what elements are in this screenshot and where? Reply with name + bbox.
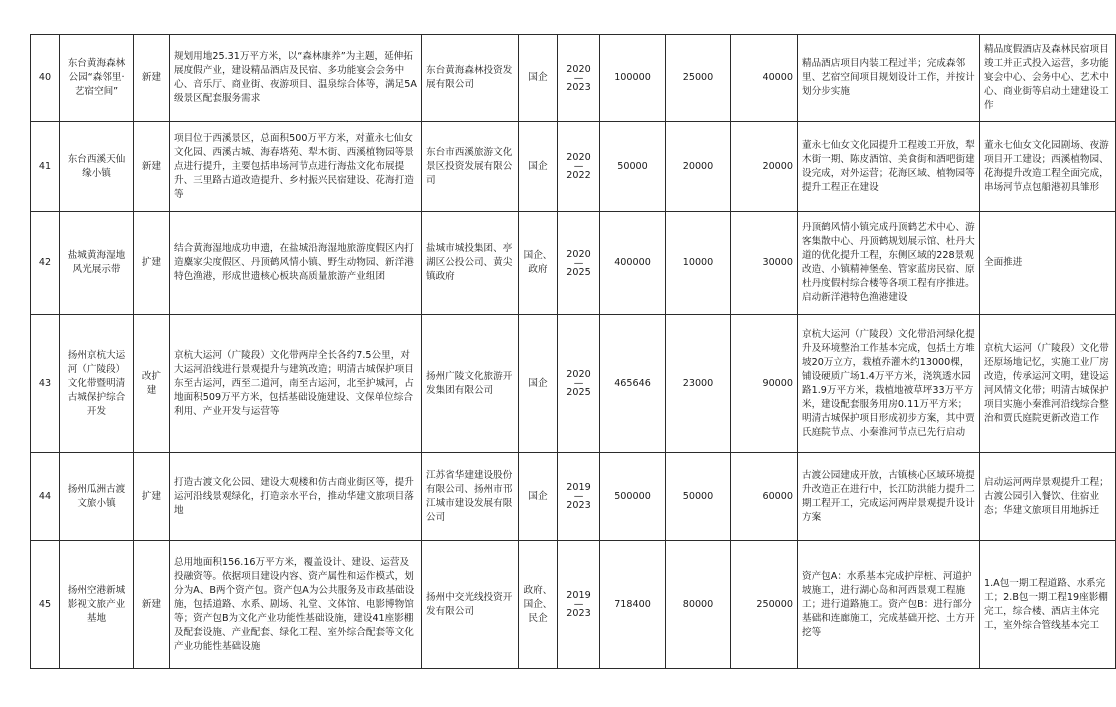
investment-value-b: 90000 bbox=[731, 315, 798, 453]
progress-status: 京杭大运河（广陵段）文化带沿河绿化提升及环境整治工作基本完成，包括土方堆坡20万立方，栽植乔灌木约13000棵，铺设硬质广场1.4万平方米，浇筑透水园路1.9万平方米，栽植地被草坪33万平方米，建设配套服务用房0.11万平方米；明清古城保护项目形成初步方案，其中贾氏庭院节点、小秦淮河节点已先行启动 bbox=[798, 315, 980, 453]
progress-status: 资产包A：水系基本完成护岸桩、河道护坡施工，进行湖心岛和河西景观工程施工；进行道路施工。资产包B：进行部分基础和连廊施工，完成基础开挖、土方开挖等 bbox=[798, 541, 980, 669]
investment-value-b: 250000 bbox=[731, 541, 798, 669]
ownership-type: 国企 bbox=[519, 35, 558, 122]
project-name: 扬州瓜洲古渡文旅小镇 bbox=[60, 453, 134, 541]
period-end: 2025 bbox=[566, 387, 591, 398]
responsible-unit: 江苏省华建建设股份有限公司、扬州市邗江城市建设发展有限公司 bbox=[422, 453, 519, 541]
construction-type: 扩建 bbox=[134, 212, 170, 315]
table-row bbox=[31, 212, 1116, 315]
period-separator: — bbox=[573, 257, 584, 269]
responsible-unit: 扬州中交光线投资开发有限公司 bbox=[422, 541, 519, 669]
period-end: 2023 bbox=[566, 81, 591, 93]
total-investment: 718400 bbox=[600, 541, 666, 669]
responsible-unit: 东台黄海森林投资发展有限公司 bbox=[422, 35, 519, 122]
construction-content: 规划用地25.31万平方米，以“森林康养”为主题，延伸拓展度假产业，建设精品酒店及民宿、多功能宴会会务中心、音乐厅、商业街、夜游项目、温泉综合体等，满足5A级景区配套服务需求 bbox=[170, 35, 422, 122]
row-number: 44 bbox=[31, 453, 60, 541]
construction-period bbox=[558, 453, 600, 541]
annual-target: 启动运河两岸景观提升工程；古渡公园引入餐饮、住宿业态；华建文旅项目用地拆迁 bbox=[980, 453, 1116, 541]
construction-period bbox=[558, 315, 600, 453]
construction-type: 扩建 bbox=[134, 453, 170, 541]
project-name: 扬州空港新城影视文旅产业基地 bbox=[60, 541, 134, 669]
construction-type: 新建 bbox=[134, 35, 170, 122]
construction-content: 项目位于西溪景区，总面积500万平方米，对董永七仙女文化园、西溪古城、海春塔苑、犁木街、西溪植物园等景点进行提升，主要包括串场河节点进行海盐文化布展提升、三里路古道改造提升、乡村振兴民宿建设、花海打造等 bbox=[170, 122, 422, 212]
project-name: 扬州京杭大运河（广陵段）文化带暨明清古城保护综合开发 bbox=[60, 315, 134, 453]
total-investment: 50000 bbox=[600, 122, 666, 212]
annual-target: 董永七仙女文化园剧场、夜游项目开工建设；西溪植物园、花海提升改造工程全面完成，串场河节点包船港初具雏形 bbox=[980, 122, 1116, 212]
table-row bbox=[31, 122, 1116, 212]
annual-target: 京杭大运河（广陵段）文化带还原场地记忆，实施工业厂房改造，传承运河文明，建设运河风情文化带；明清古城保护项目实施小秦淮河沿线综合整治和贾氏庭院更新改造工作 bbox=[980, 315, 1116, 453]
construction-content: 结合黄海湿地成功申遗，在盐城沿海湿地旅游度假区内打造麋家尖度假区、丹顶鹤风情小镇、野生动物园、新洋港特色渔港，形成世遗核心板块高质量旅游产业组团 bbox=[170, 212, 422, 315]
table-row bbox=[31, 35, 1116, 122]
investment-value-a: 80000 bbox=[666, 541, 731, 669]
row-number: 45 bbox=[31, 541, 60, 669]
construction-type: 改扩建 bbox=[134, 315, 170, 453]
construction-content: 京杭大运河（广陵段）文化带两岸全长各约7.5公里，对大运河沿线进行景观提升与建筑改造；明清古城保护项目东至古运河，西至二道河，南至古运河，北至护城河，占地面积509万平方米，包括基础设施建设、文保单位综合利用、产业开发与运营等 bbox=[170, 315, 422, 453]
project-name: 盐城黄海湿地风光展示带 bbox=[60, 212, 134, 315]
construction-content: 打造古渡文化公园、建设大观楼和仿古商业街区等，提升运河沿线景观绿化，打造亲水平台，推动华建文旅项目落地 bbox=[170, 453, 422, 541]
annual-target: 精品度假酒店及森林民宿项目竣工并正式投入运营，多功能宴会中心、会务中心、艺术中心、商业街等启动土建建设工作 bbox=[980, 35, 1116, 122]
ownership-type: 国企 bbox=[519, 453, 558, 541]
row-number: 43 bbox=[31, 315, 60, 453]
construction-type: 新建 bbox=[134, 122, 170, 212]
project-name: 东台黄海森林公园“森邻里·艺宿空间” bbox=[60, 35, 134, 122]
table-row bbox=[31, 541, 1116, 669]
period-end: 2022 bbox=[566, 170, 591, 181]
ownership-type: 政府、国企、民企 bbox=[519, 541, 558, 669]
ownership-type: 国企、政府 bbox=[519, 212, 558, 315]
construction-period bbox=[558, 212, 600, 315]
construction-period bbox=[558, 35, 600, 122]
investment-value-a: 50000 bbox=[666, 453, 731, 541]
period-end: 2023 bbox=[566, 608, 591, 619]
project-name: 东台西溪天仙缘小镇 bbox=[60, 122, 134, 212]
table-row bbox=[31, 315, 1116, 453]
period-start: 2019 bbox=[566, 590, 591, 601]
construction-type: 新建 bbox=[134, 541, 170, 669]
investment-value-a: 20000 bbox=[666, 122, 731, 212]
row-number: 40 bbox=[31, 35, 60, 122]
progress-status: 董永七仙女文化园提升工程竣工开放，犁木街一期、陈皮酒馆、美食街和酒吧街建设完成，对外运营；花海区域、植物园等提升工程正在建设 bbox=[798, 122, 980, 212]
total-investment: 500000 bbox=[600, 453, 666, 541]
construction-period bbox=[558, 122, 600, 212]
investment-value-a: 10000 bbox=[666, 212, 731, 315]
ownership-type: 国企 bbox=[519, 315, 558, 453]
period-separator: — bbox=[573, 599, 584, 610]
responsible-unit: 东台市西溪旅游文化景区投资发展有限公司 bbox=[422, 122, 519, 212]
table-row bbox=[31, 453, 1116, 541]
investment-value-a: 23000 bbox=[666, 315, 731, 453]
row-number: 42 bbox=[31, 212, 60, 315]
period-end: 2023 bbox=[566, 500, 591, 511]
period-start: 2020 bbox=[566, 63, 591, 75]
project-table bbox=[30, 34, 1116, 669]
period-separator: — bbox=[573, 161, 584, 172]
ownership-type: 国企 bbox=[519, 122, 558, 212]
investment-value-a: 25000 bbox=[666, 35, 731, 122]
row-number: 41 bbox=[31, 122, 60, 212]
investment-value-b: 30000 bbox=[731, 212, 798, 315]
period-start: 2019 bbox=[566, 482, 591, 493]
construction-content: 总用地面积156.16万平方米，覆盖设计、建设、运营及投融资等。依据项目建设内容、资产属性和运作模式，划分为A、B两个资产包。资产包A为公共服务及市政基础设施，包括道路、水系、剧场、礼堂、文体馆、电影博物馆等；资产包B为文化产业功能性基础设施，建设41座影棚及配套设施、产业配套、绿化工程、室外综合配套等文化产业功能性基础设施 bbox=[170, 541, 422, 669]
period-start: 2020 bbox=[566, 369, 591, 380]
period-separator: — bbox=[573, 378, 584, 389]
total-investment: 400000 bbox=[600, 212, 666, 315]
annual-target: 1.A包一期工程道路、水系完工；2.B包一期工程19座影棚完工，综合楼、酒店主体完工，室外综合管线基本完工 bbox=[980, 541, 1116, 669]
period-start: 2020 bbox=[566, 248, 591, 260]
period-start: 2020 bbox=[566, 152, 591, 163]
progress-status: 精品酒店项目内装工程过半；完成森邻里、艺宿空间项目规划设计工作，并按计划分步实施 bbox=[798, 35, 980, 122]
annual-target: 全面推进 bbox=[980, 212, 1116, 315]
period-separator: — bbox=[573, 491, 584, 502]
investment-value-b: 40000 bbox=[731, 35, 798, 122]
progress-status: 丹顶鹤风情小镇完成丹顶鹤艺术中心、游客集散中心、丹顶鹤规划展示馆、杜丹大道的优化提升工程，东侧区域的228景观改造、小镇精神堡垒、管家蓝房民宿、原杜丹度假村综合楼等各项工程有序推进。启动新洋港特色渔港建设 bbox=[798, 212, 980, 315]
responsible-unit: 扬州广陵文化旅游开发集团有限公司 bbox=[422, 315, 519, 453]
responsible-unit: 盐城市城投集团、亭湖区公投公司、黄尖镇政府 bbox=[422, 212, 519, 315]
progress-status: 古渡公园建成开放，古镇核心区域环境提升改造正在进行中，长江防洪能力提升二期工程开工，完成运河两岸景观提升设计方案 bbox=[798, 453, 980, 541]
period-end: 2025 bbox=[566, 266, 591, 278]
period-separator: — bbox=[573, 72, 584, 84]
investment-value-b: 20000 bbox=[731, 122, 798, 212]
construction-period bbox=[558, 541, 600, 669]
total-investment: 100000 bbox=[600, 35, 666, 122]
total-investment: 465646 bbox=[600, 315, 666, 453]
investment-value-b: 60000 bbox=[731, 453, 798, 541]
